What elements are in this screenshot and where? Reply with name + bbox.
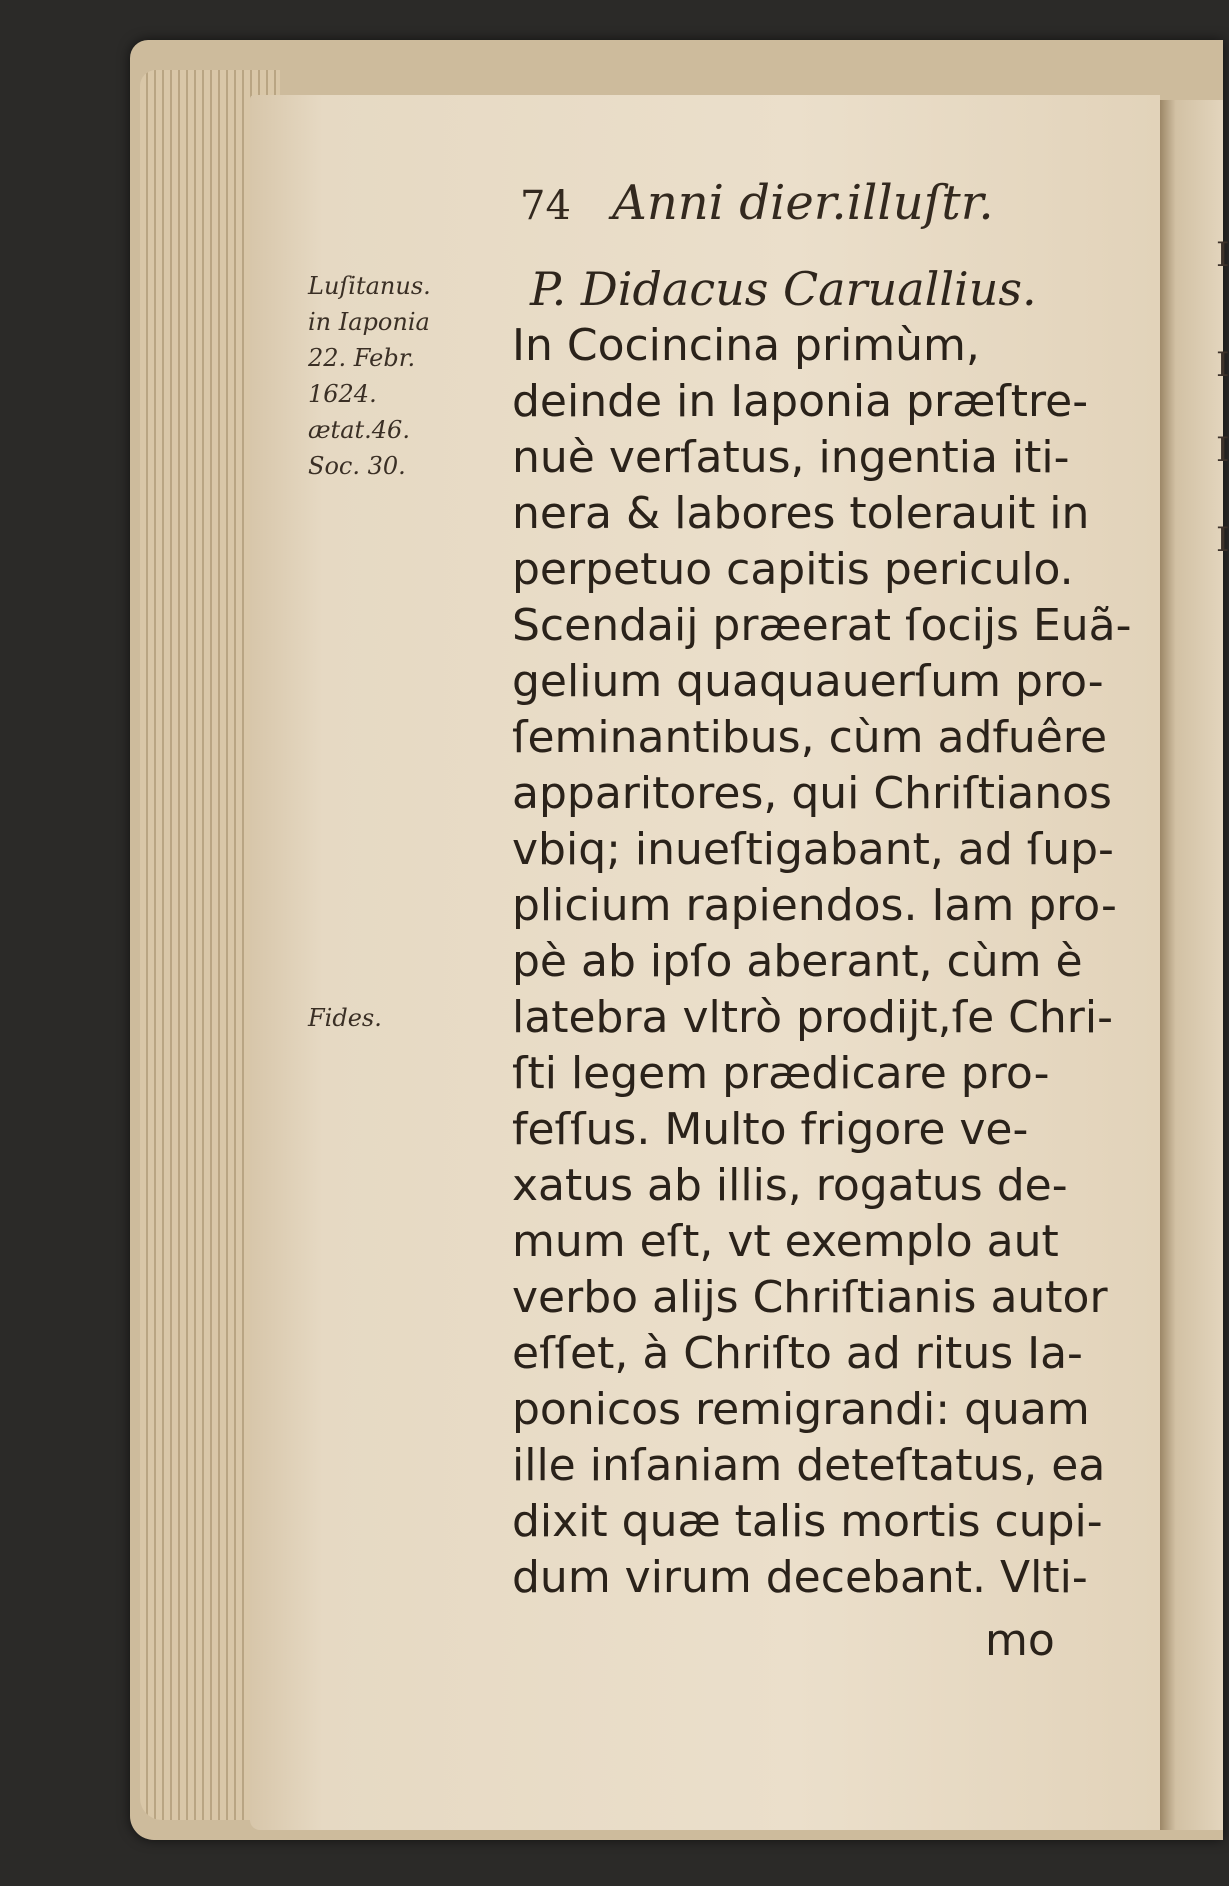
page-number: 74 [520, 183, 571, 229]
text-line: nera & labores tolerauit in [512, 488, 1090, 539]
text-line: latebra vltrò prodijt,ſe Chri- [512, 992, 1113, 1043]
text-line: ſeminantibus, cùm adfuêre [512, 712, 1108, 763]
text-line: pè ab ipſo aberant, cùm è [512, 936, 1083, 987]
margin-note-biography: Luſitanus. in Iaponia 22. Febr. 1624. ætat.46. Soc. 30. [308, 272, 431, 480]
text-line: mum eſt, vt exemplo aut [512, 1216, 1059, 1267]
catchword: mo [985, 1615, 1055, 1666]
text-line: nuè verſatus, ingentia iti- [512, 432, 1070, 483]
text-line: In Cocincina primùm, [512, 320, 980, 371]
section-title: P. Didacus Caruallius. [530, 262, 1037, 316]
running-title: Anni dier.illuſtr. [612, 175, 994, 231]
text-line: plicium rapiendos. Iam pro- [512, 880, 1117, 931]
text-line: Scendaij præerat ſocijs Euã- [512, 600, 1132, 651]
text-line: ponicos remigrandi: quam [512, 1384, 1090, 1435]
facing-page-fragment: I [1216, 235, 1229, 275]
text-line: vbiq; inueſtigabant, ad ſup- [512, 824, 1114, 875]
text-line: gelium quaquauerſum pro- [512, 656, 1104, 707]
text-line: deinde in Iaponia præſtre- [512, 376, 1089, 427]
text-line: verbo alijs Chriſtianis autor [512, 1272, 1108, 1323]
running-header [520, 175, 1080, 231]
facing-page-fragment: I [1216, 520, 1229, 560]
facing-page-fragment: I [1216, 430, 1229, 470]
text-line: apparitores, qui Chriſtianos [512, 768, 1112, 819]
text-line: feſſus. Multo frigore ve- [512, 1104, 1029, 1155]
text-line: ſti legem prædicare pro- [512, 1048, 1050, 1099]
facing-page-edge [1160, 100, 1229, 1830]
text-line: xatus ab illis, rogatus de- [512, 1160, 1068, 1211]
text-line: ille inſaniam deteſtatus, ea [512, 1440, 1106, 1491]
text-line: dixit quæ talis mortis cupi- [512, 1496, 1103, 1547]
margin-note-fides: Fides. [308, 1004, 382, 1032]
facing-page-fragment: I [1216, 345, 1229, 385]
text-line: eſſet, à Chriſto ad ritus Ia- [512, 1328, 1083, 1379]
text-line: dum virum decebant. Vlti- [512, 1552, 1088, 1603]
body-text [512, 318, 1132, 1606]
text-line: perpetuo capitis periculo. [512, 544, 1074, 595]
